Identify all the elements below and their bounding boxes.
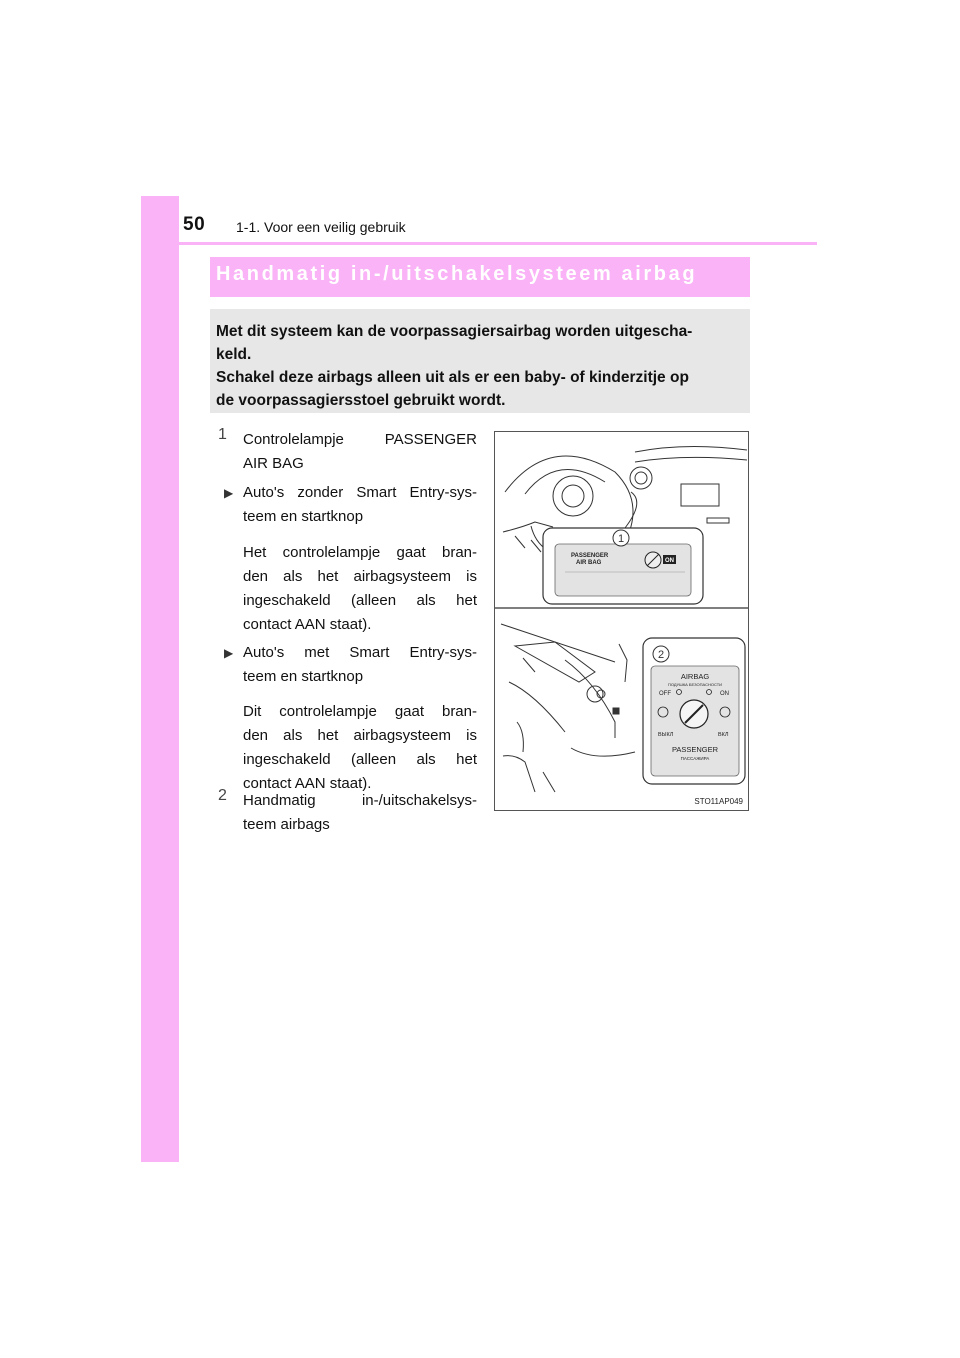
switch-on-label: ON xyxy=(720,691,729,697)
sub-1-heading-text-2: teem en startknop xyxy=(243,508,364,525)
sub-2-body-text-2: den als het airbagsysteem is xyxy=(243,727,477,744)
sub-2-heading-line-1 xyxy=(243,641,477,665)
sub-2-heading-line-2 xyxy=(243,665,477,689)
header-rule xyxy=(141,242,817,245)
switch-airbag-ru-label: ПОДУШКА БЕЗОПАСНОСТИ xyxy=(667,682,723,687)
callout-2-text-2: teem airbags xyxy=(243,816,330,833)
switch-off-ru-label: ВЫКЛ xyxy=(658,732,674,738)
intro-line-4: de voorpassagiersstoel gebruikt wordt. xyxy=(216,392,506,409)
figure-code: STO11AP049 xyxy=(694,797,743,806)
bullet-arrow-icon: ▶ xyxy=(224,646,234,660)
sub-2-heading-text-1: Auto's met Smart Entry-sys- xyxy=(243,644,477,661)
sub-2-body-text-3: ingeschakeld (alleen als het xyxy=(243,751,477,768)
intro-box xyxy=(210,309,750,413)
intro-line-3: Schakel deze airbags alleen uit als er een baby- of kinderzitje op xyxy=(216,369,689,386)
callout-2-text-1: Handmatig in-/uitschakelsys- xyxy=(243,792,477,809)
sub-1-body-line-4 xyxy=(243,613,477,637)
callout-2-line-1 xyxy=(243,789,477,813)
callout-marker-2: 2 xyxy=(218,787,227,804)
steering-wheel-inner xyxy=(525,470,605,495)
sub-1-body-text-2: den als het airbagsysteem is xyxy=(243,568,477,585)
sub-1-heading-line-2 xyxy=(243,505,477,529)
callout-2-line-2 xyxy=(243,813,477,837)
running-header: 1-1. Voor een veilig gebruik xyxy=(236,219,406,235)
airbag-illustration xyxy=(494,431,749,811)
intro-line-1: Met dit systeem kan de voorpassagiersairbag worden uitgescha- xyxy=(216,323,693,340)
section-heading-band xyxy=(210,257,750,297)
tab-sidebar xyxy=(141,196,179,1162)
sub-1-body-text-4: contact AAN staat). xyxy=(243,616,372,633)
callout-number-2: 2 xyxy=(657,649,665,661)
vent-icon xyxy=(630,467,652,489)
switch-airbag-label: AIRBAG xyxy=(680,672,710,681)
sub-2-body-text-1: Dit controlelampje gaat bran- xyxy=(243,703,477,720)
sub-1-heading-line-1 xyxy=(243,481,477,505)
sub-2-heading-text-2: teem en startknop xyxy=(243,668,364,685)
sub-1-body-line-2 xyxy=(243,565,477,589)
sub-1-heading-text-1: Auto's zonder Smart Entry-sys- xyxy=(243,484,477,501)
sub-1-body-text-1: Het controlelampje gaat bran- xyxy=(243,544,477,561)
passenger-label: PASSENGER xyxy=(571,553,609,559)
sub-1-body-text-3: ingeschakeld (alleen als het xyxy=(243,592,477,609)
intro-line-2: keld. xyxy=(216,346,252,363)
sub-2-body-line-3 xyxy=(243,748,477,772)
callout-1-line-2: AIR BAG xyxy=(243,455,304,472)
switch-on-ru-label: ВКЛ xyxy=(718,732,729,738)
intro-text xyxy=(216,320,746,412)
callout-1-line-1: Controlelampje PASSENGER xyxy=(243,431,477,448)
dashboard-edge xyxy=(501,624,615,662)
page-number: 50 xyxy=(183,214,206,235)
callout-marker-1: 1 xyxy=(218,426,227,443)
airbag-label: AIR BAG xyxy=(576,560,602,566)
switch-passenger-ru-label: ПАССАЖИРА xyxy=(680,756,710,761)
sub-2-body-text-4: contact AAN staat). xyxy=(243,775,372,792)
on-badge-text: ON xyxy=(665,558,674,564)
callout-number-1: 1 xyxy=(617,533,625,545)
callout-1-title xyxy=(243,428,477,452)
sub-1-body-line-1 xyxy=(243,541,477,565)
callout-1-title-cont xyxy=(243,452,477,476)
sub-2-body-line-2 xyxy=(243,724,477,748)
switch-passenger-label: PASSENGER xyxy=(671,745,719,754)
airbag-illustration-svg xyxy=(495,432,748,810)
steering-hub xyxy=(553,476,593,516)
sub-1-body-line-3 xyxy=(243,589,477,613)
bullet-arrow-icon: ▶ xyxy=(224,486,234,500)
sub-2-body-line-1 xyxy=(243,700,477,724)
switch-off-label: OFF xyxy=(659,691,671,697)
section-title: Handmatig in-/uitschakelsysteem airbag xyxy=(216,263,698,285)
